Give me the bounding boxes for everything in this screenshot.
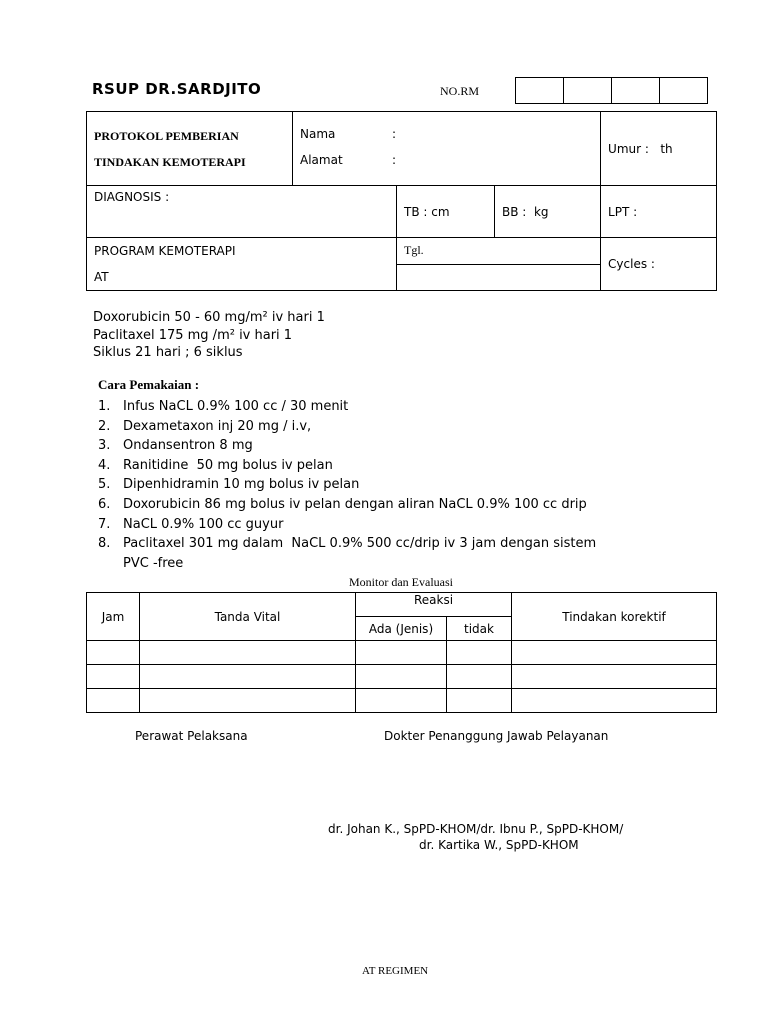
table-cell[interactable]: [87, 665, 140, 689]
program-code: AT: [94, 270, 109, 284]
step-list: [98, 397, 698, 573]
step-number: 7.: [98, 516, 111, 532]
step-text: Infus NaCL 0.9% 100 cc / 30 menit: [123, 399, 349, 414]
patient-header-table: [86, 111, 717, 291]
regimen-line: Siklus 21 hari ; 6 siklus: [93, 345, 243, 360]
monitor-title: Monitor dan Evaluasi: [349, 575, 453, 589]
tgl-value-cell[interactable]: [397, 264, 601, 291]
table-cell[interactable]: [356, 641, 447, 665]
no-rm-box[interactable]: [660, 78, 707, 103]
bb-label: BB : kg: [502, 204, 549, 219]
list-item: [98, 475, 698, 495]
step-text: Doxorubicin 86 mg bolus iv pelan dengan aliran NaCL 0.9% 100 cc drip: [123, 496, 587, 512]
col-reaksi: Reaksi: [356, 593, 512, 617]
step-text: Ranitidine 50 mg bolus iv pelan: [123, 457, 333, 473]
step-text: Paclitaxel 301 mg dalam NaCL 0.9% 500 cc/drip iv 3 jam dengan sistem: [123, 536, 597, 552]
regimen-line: Doxorubicin 50 - 60 mg/m² iv hari 1: [93, 310, 325, 325]
protocol-title-cell: [87, 112, 293, 186]
list-item: [98, 417, 698, 437]
table-cell[interactable]: [140, 665, 356, 689]
program-cell: [87, 238, 397, 291]
table-cell[interactable]: [447, 665, 512, 689]
step-number: 8.: [98, 536, 111, 552]
table-cell[interactable]: [447, 689, 512, 713]
list-item: [98, 397, 698, 417]
doctors-line-1: dr. Johan K., SpPD-KHOM/dr. Ibnu P., SpPD-KHOM/: [328, 822, 624, 836]
step-text: Ondansentron 8 mg: [123, 438, 253, 454]
step-number: 4.: [98, 457, 111, 473]
list-item: [98, 534, 698, 554]
step-number: 6.: [98, 496, 111, 512]
regimen-line: Paclitaxel 175 mg /m² iv hari 1: [93, 327, 293, 343]
list-item: [98, 495, 698, 515]
diagnosis-label: DIAGNOSIS :: [94, 190, 170, 204]
footer-label: AT REGIMEN: [362, 965, 429, 977]
list-item: [98, 436, 698, 456]
no-rm-box[interactable]: [612, 78, 660, 103]
bb-cell[interactable]: [495, 186, 601, 238]
tgl-label: Tgl.: [404, 243, 424, 258]
protocol-title-line2: TINDAKAN KEMOTERAPI: [94, 154, 246, 169]
step-text: Dipenhidramin 10 mg bolus iv pelan: [123, 477, 360, 493]
step-number: 3.: [98, 438, 111, 454]
table-cell[interactable]: [87, 689, 140, 713]
tb-cell[interactable]: [397, 186, 495, 238]
list-item: [98, 554, 698, 574]
doctor-signature-label: Dokter Penanggung Jawab Pelayanan: [384, 729, 609, 743]
regimen-block: [93, 309, 325, 362]
step-text: PVC -free: [123, 555, 184, 571]
col-tanda-vital: Tanda Vital: [140, 593, 356, 641]
cycles-label: Cycles :: [608, 257, 655, 271]
table-cell[interactable]: [87, 641, 140, 665]
lpt-cell[interactable]: [601, 186, 717, 238]
table-cell[interactable]: [512, 689, 717, 713]
nama-colon: :: [392, 127, 397, 141]
step-number: [98, 554, 123, 574]
nama-label: Nama: [300, 127, 336, 141]
step-text: Dexametaxon inj 20 mg / i.v,: [123, 418, 312, 434]
table-row: [87, 665, 717, 689]
col-ada-jenis: Ada (Jenis): [356, 617, 447, 641]
diagnosis-cell[interactable]: [87, 186, 397, 238]
table-cell[interactable]: [140, 689, 356, 713]
alamat-label: Alamat: [300, 153, 343, 167]
nurse-signature-label: Perawat Pelaksana: [135, 729, 248, 743]
table-cell[interactable]: [512, 665, 717, 689]
umur-cell[interactable]: [601, 112, 717, 186]
step-number: 5.: [98, 477, 111, 493]
no-rm-boxes[interactable]: [515, 77, 708, 104]
monitor-table: [86, 592, 717, 713]
list-item: [98, 515, 698, 535]
hospital-name: RSUP DR.SARDJITO: [92, 80, 262, 98]
tb-label: TB : cm: [404, 204, 450, 219]
program-label: PROGRAM KEMOTERAPI: [94, 244, 236, 258]
cara-pemakaian-title: Cara Pemakaian :: [98, 377, 200, 392]
alamat-colon: :: [392, 153, 397, 167]
tgl-cell[interactable]: [397, 238, 601, 265]
table-row: [87, 641, 717, 665]
patient-identity-cell[interactable]: [293, 112, 601, 186]
col-tindakan: Tindakan korektif: [512, 593, 717, 641]
step-text: NaCL 0.9% 100 cc guyur: [123, 516, 284, 532]
no-rm-box[interactable]: [564, 78, 612, 103]
table-cell[interactable]: [447, 641, 512, 665]
no-rm-label: NO.RM: [440, 84, 480, 98]
table-cell[interactable]: [356, 665, 447, 689]
table-row: [87, 689, 717, 713]
list-item: [98, 456, 698, 476]
table-cell[interactable]: [356, 689, 447, 713]
col-jam: Jam: [87, 593, 140, 641]
no-rm-box[interactable]: [516, 78, 564, 103]
table-cell[interactable]: [512, 641, 717, 665]
cycles-cell[interactable]: [601, 238, 717, 291]
umur-label: Umur : th: [608, 141, 673, 156]
col-tidak: tidak: [447, 617, 512, 641]
step-number: 2.: [98, 418, 111, 434]
step-number: 1.: [98, 399, 111, 414]
protocol-title-line1: PROTOKOL PEMBERIAN: [94, 128, 239, 143]
doctors-line-2: dr. Kartika W., SpPD-KHOM: [419, 838, 579, 852]
table-cell[interactable]: [140, 641, 356, 665]
lpt-label: LPT :: [608, 204, 638, 219]
